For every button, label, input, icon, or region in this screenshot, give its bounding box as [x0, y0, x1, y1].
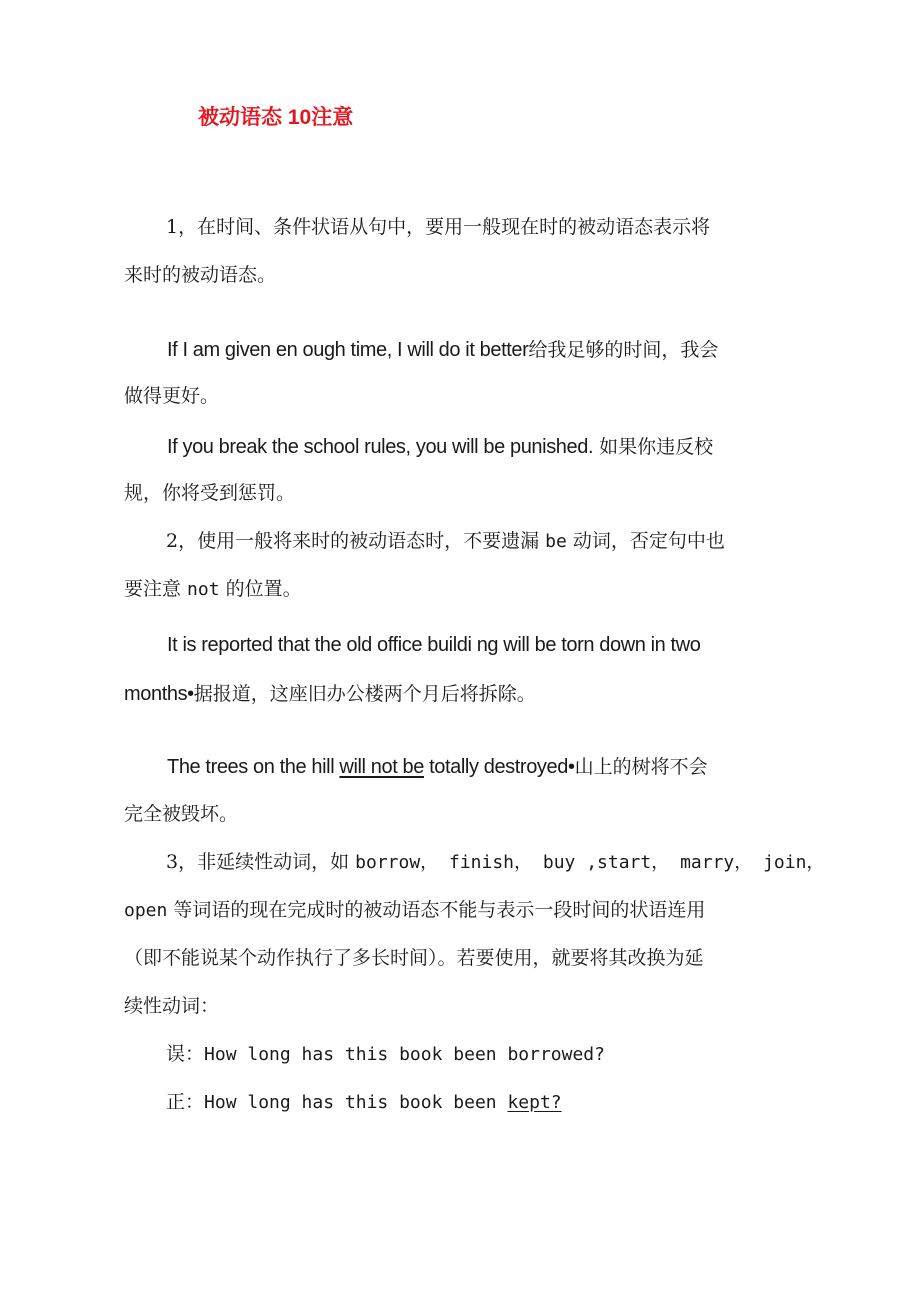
right-label: 正：: [166, 1091, 205, 1113]
example-1-line-1: [167, 340, 718, 360]
example-2-line-1: [167, 437, 713, 457]
example-1-line-2: 做得更好。: [124, 385, 220, 407]
example-4-line-2: 完全被毁坏。: [124, 803, 239, 825]
right-example: [166, 1093, 562, 1112]
point-2-text-d: 要注意: [124, 578, 188, 600]
right-underlined-word: kept?: [507, 1092, 562, 1113]
example-3-line-1: It is reported that the old office buildi ng will be torn down in two: [167, 634, 701, 656]
wrong-label: 误：: [166, 1043, 205, 1065]
example-1-chinese: 给我足够的时间，我会: [528, 339, 719, 361]
point-1-line-1: 1，在时间、条件状语从句中，要用一般现在时的被动语态表示将: [166, 216, 711, 238]
example-4-underlined-phrase: will not be: [339, 756, 424, 778]
point-2-code-not: not: [187, 579, 220, 600]
example-3-chinese: 据报道，这座旧办公楼两个月后将拆除。: [193, 683, 536, 705]
example-4-english-pre: The trees on the hill: [167, 756, 340, 778]
point-2-text-a: 2，使用一般将来时的被动语态时，不要遗漏: [166, 530, 546, 552]
point-3-line-4: 续性动词：: [124, 995, 220, 1017]
right-sentence: How long has this book been: [204, 1092, 508, 1113]
example-3-line-2: [124, 684, 536, 704]
point-2-line-2: [124, 580, 302, 599]
example-2-chinese: 如果你违反校: [593, 436, 714, 458]
example-4-chinese: 山上的树将不会: [574, 756, 708, 778]
example-3-english-end: months•: [124, 683, 194, 705]
point-2-code-be: be: [545, 531, 567, 552]
page-title: 被动语态 10注意: [198, 106, 354, 129]
point-3-line-1: [166, 853, 824, 872]
point-3-line-2: [124, 901, 705, 920]
wrong-example: [166, 1045, 605, 1064]
example-2-english: If you break the school rules, you will be punished.: [167, 436, 594, 458]
point-3-text-a: 3，非延续性动词，如: [166, 851, 356, 873]
point-3-verb-list: borrow， finish， buy ,start， marry， join，: [355, 852, 825, 873]
point-1-line-2: 来时的被动语态。: [124, 264, 277, 286]
point-2-text-c: 动词，否定句中也: [566, 530, 725, 552]
example-1-english: If I am given en ough time, I will do it better: [167, 339, 529, 361]
point-2-line-1: [166, 532, 725, 551]
point-3-line-3: （即不能说某个动作执行了多长时间）。若要使用，就要将其改换为延: [124, 947, 704, 969]
point-2-text-f: 的位置。: [219, 578, 302, 600]
point-3-text-d: 等词语的现在完成时的被动语态不能与表示一段时间的状语连用: [167, 899, 706, 921]
example-4-line-1: [167, 757, 708, 777]
example-2-line-2: 规，你将受到惩罚。: [124, 482, 296, 504]
wrong-sentence: How long has this book been borrowed?: [204, 1044, 605, 1065]
point-3-verb-open: open: [124, 900, 168, 921]
example-4-english-post: totally destroyed•: [423, 756, 575, 778]
